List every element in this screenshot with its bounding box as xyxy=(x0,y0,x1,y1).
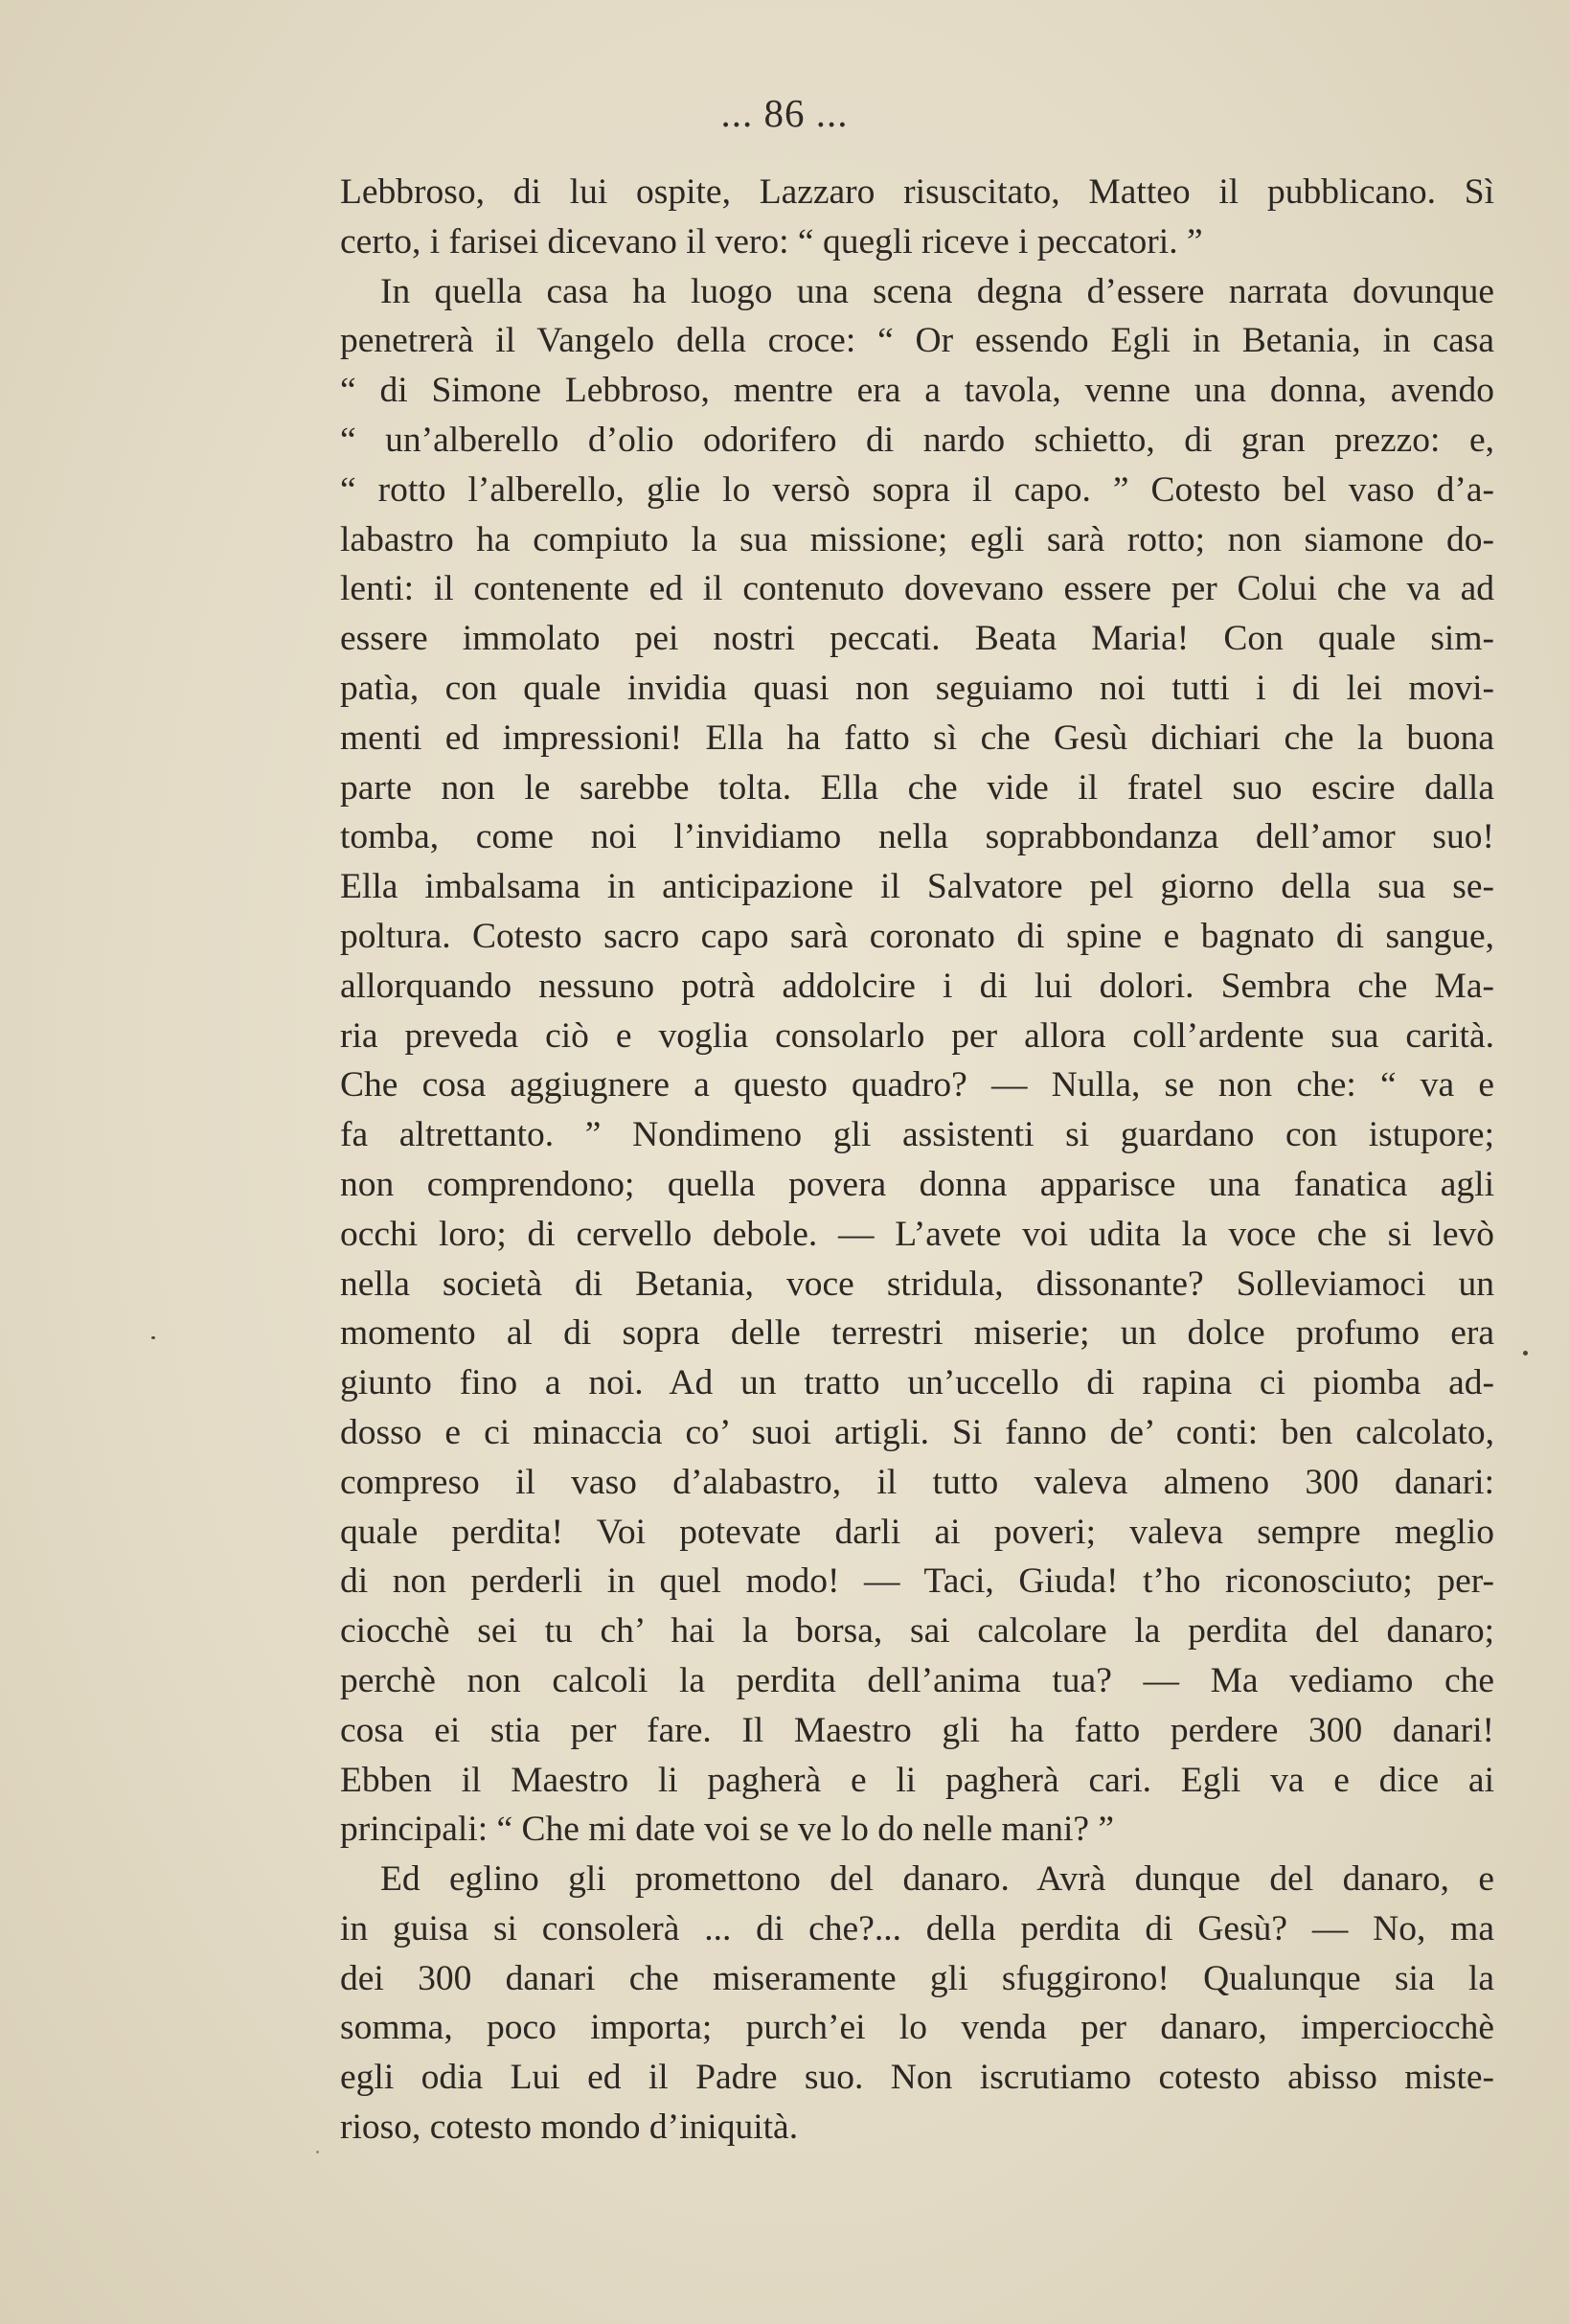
text-line: di non perderli in quel modo! — Taci, Giuda! t’ho riconosciuto; per- xyxy=(340,1561,1494,1602)
text-line: momento al di sopra delle terrestri miserie; un dolce profumo era xyxy=(340,1313,1494,1354)
text-line: “ rotto l’alberello, glie lo versò sopra il capo. ” Cotesto bel vaso d’a- xyxy=(340,469,1494,510)
text-line: poltura. Cotesto sacro capo sarà coronato di spine e bagnato di sangue, xyxy=(340,916,1494,956)
page-number: ... 86 ... xyxy=(720,91,849,135)
text-line: Lebbroso, di lui ospite, Lazzaro risuscitato, Matteo il pubblicano. Sì xyxy=(340,172,1494,212)
paper-speck xyxy=(316,2151,319,2153)
text-line: compreso il vaso d’alabastro, il tutto valeva almeno 300 danari: xyxy=(340,1462,1494,1502)
body-text xyxy=(340,168,1494,2153)
text-line: occhi loro; di cervello debole. — L’avete voi udita la voce che si levò xyxy=(340,1214,1494,1254)
text-line: certo, i farisei dicevano il vero: “ quegli riceve i peccatori. ” xyxy=(340,221,1203,262)
text-line: lenti: il contenente ed il contenuto dovevano essere per Colui che va ad xyxy=(340,569,1494,609)
text-line: fa altrettanto. ” Nondimeno gli assistenti si guardano con istupore; xyxy=(340,1115,1494,1155)
text-line: Ebben il Maestro li pagherà e li pagherà cari. Egli va e dice ai xyxy=(340,1760,1494,1800)
text-line: Ella imbalsama in anticipazione il Salvatore pel giorno della sua se- xyxy=(340,867,1494,907)
text-line: rioso, cotesto mondo d’iniquità. xyxy=(340,2108,799,2148)
text-line: penetrerà il Vangelo della croce: “ Or essendo Egli in Betania, in casa xyxy=(340,321,1494,361)
text-line: menti ed impressioni! Ella ha fatto sì che Gesù dichiari che la buona xyxy=(340,718,1494,758)
text-line: essere immolato pei nostri peccati. Beata Maria! Con quale sim- xyxy=(340,619,1494,659)
text-line: non comprendono; quella povera donna apparisce una fanatica agli xyxy=(340,1164,1494,1204)
text-line: patìa, con quale invidia quasi non seguiamo noi tutti i di lei movi- xyxy=(340,668,1494,708)
text-line: ciocchè sei tu ch’ hai la borsa, sai calcolare la perdita del danaro; xyxy=(340,1611,1494,1652)
text-line: Ed eglino gli promettono del danaro. Avrà dunque del danaro, e xyxy=(380,1859,1494,1900)
text-line: somma, poco importa; purch’ei lo venda per danaro, imperciocchè xyxy=(340,2008,1494,2048)
text-line: egli odia Lui ed il Padre suo. Non iscrutiamo cotesto abisso miste- xyxy=(340,2058,1494,2098)
text-line: quale perdita! Voi potevate darli ai poveri; valeva sempre meglio xyxy=(340,1512,1494,1552)
text-line: dosso e ci minaccia co’ suoi artigli. Si fanno de’ conti: ben calcolato, xyxy=(340,1412,1494,1452)
text-line: “ un’alberello d’olio odorifero di nardo schietto, di gran prezzo: e, xyxy=(340,420,1494,460)
text-line: allorquando nessuno potrà addolcire i di lui dolori. Sembra che Ma- xyxy=(340,966,1494,1006)
text-line: perchè non calcoli la perdita dell’anima tua? — Ma vediamo che xyxy=(340,1660,1494,1700)
text-line: parte non le sarebbe tolta. Ella che vide il fratel suo escire dalla xyxy=(340,767,1494,808)
paper-speck xyxy=(151,1336,155,1339)
text-line: labastro ha compiuto la sua missione; egli sarà rotto; non siamone do- xyxy=(340,519,1494,559)
text-line: giunto fino a noi. Ad un tratto un’uccello di rapina ci piomba ad- xyxy=(340,1363,1494,1403)
text-line: in guisa si consolerà ... di che?... della perdita di Gesù? — No, ma xyxy=(340,1908,1494,1948)
paper-speck xyxy=(1523,1351,1528,1356)
text-line: cosa ei stia per fare. Il Maestro gli ha fatto perdere 300 danari! xyxy=(340,1710,1494,1750)
text-line: tomba, come noi l’invidiamo nella soprabbondanza dell’amor suo! xyxy=(340,817,1494,857)
text-line: ria preveda ciò e voglia consolarlo per allora coll’ardente sua carità. xyxy=(340,1015,1494,1056)
text-line: principali: “ Che mi date voi se ve lo do nelle mani? ” xyxy=(340,1810,1115,1850)
text-line: “ di Simone Lebbroso, mentre era a tavola, venne una donna, avendo xyxy=(340,371,1494,411)
text-line: dei 300 danari che miseramente gli sfuggirono! Qualunque sia la xyxy=(340,1958,1494,1998)
text-line: In quella casa ha luogo una scena degna d’essere narrata dovunque xyxy=(380,271,1494,311)
text-line: Che cosa aggiugnere a questo quadro? — Nulla, se non che: “ va e xyxy=(340,1065,1494,1105)
text-line: nella società di Betania, voce stridula, dissonante? Solleviamoci un xyxy=(340,1264,1494,1304)
